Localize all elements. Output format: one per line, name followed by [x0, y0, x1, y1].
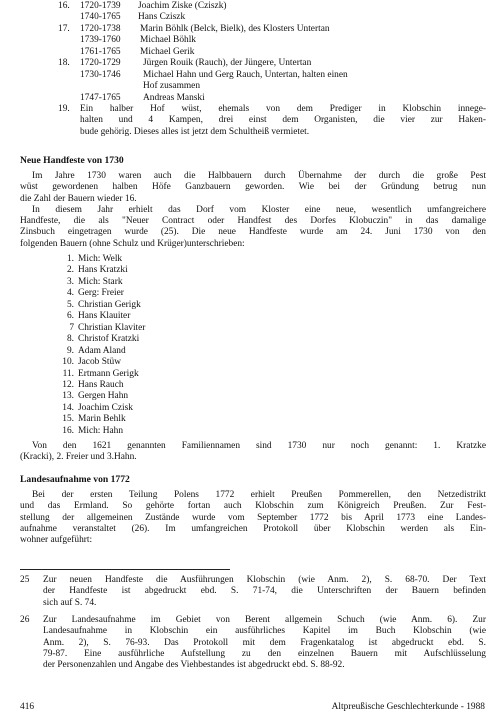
footnote-text [43, 615, 486, 671]
entry-years: 1740-1765 [80, 12, 121, 22]
text-line: In diesem Jahr erhielt das Dorf vom Kloster eine neue, wesentlich umfangreichere [32, 204, 486, 215]
farmer-name: Joachim Czisk [78, 402, 133, 413]
text-line: Ein halber Hof wüst, ehemals von dem Prediger in Klobschin innege- [80, 104, 486, 114]
entry-name: Joachim Ziske (Cziszk) [138, 1, 227, 11]
entry-name: Andreas Manski [143, 93, 205, 103]
page-number: 416 [20, 702, 35, 712]
text-line: (Kracki), 2. Freier und 3.Hahn. [20, 452, 137, 463]
entry-years: 1747-1765 [80, 93, 121, 103]
text-line: Handfeste, die als "Neuer Contract oder Handfest des Dorfes Klobuczin" in das damalige [20, 216, 486, 227]
farmer-name: Gerg: Freier [78, 288, 124, 299]
text-line: Von den 1621 genannten Familiennamen sind 1730 nur noch genannt: 1. Kratzke [32, 441, 486, 451]
text-line: wüst gewordenen halben Höfe Ganzbauern geworden. Wie bei der Gründung betrug nun [20, 182, 486, 193]
text-line: aufnahme veranstaltet (26). Im umfangreichen Protokoll über Klobschin werden als Ein- [20, 523, 486, 534]
entry-text [80, 104, 486, 138]
text-line: 79-87. Eine ausführliche Aufstellung zu den einzelnen Bauern mit Aufschlüsselung [43, 648, 486, 659]
section-heading: Neue Handfeste von 1730 [20, 155, 124, 166]
entry-years: 1720-1739 [80, 1, 121, 11]
entry-name: Michael Hahn und Gerg Rauch, Untertan, halten einen [143, 70, 348, 80]
entry-years: 1739-1760 [80, 35, 121, 45]
entry-name: Michael Böhlk [140, 35, 196, 45]
section-heading: Landesaufnahme von 1772 [20, 474, 130, 485]
farmer-number: 14. [62, 402, 74, 413]
text-line: und das Ermland. So gehörte fortan auch Klobschin zum Königreich Preußen. Zur Fest- [20, 501, 486, 512]
paragraph [20, 441, 486, 464]
entry-name: Michael Gerik [140, 47, 195, 57]
farmer-number: 11. [62, 368, 74, 379]
farmer-number: 3. [66, 276, 74, 287]
text-line: die Zahl der Bauern wieder 16. [20, 193, 137, 204]
text-line: folgenden Bauern (ohne Schulz und Krüger)unterschrieben: [20, 238, 245, 249]
entry-years: 1730-1746 [80, 70, 121, 80]
entry-number: 17. [58, 24, 70, 34]
farmer-number: 8. [66, 334, 74, 345]
text-line: Zinsbuch eingetragen wurde (25). Die neue Handfeste wurde am 24. Juni 1730 von den [20, 227, 486, 238]
farmer-name: Marin Behlk [78, 414, 126, 425]
farmer-number: 10. [62, 357, 74, 368]
farmer-name: Hans Kratzki [78, 265, 128, 276]
farmer-name: Adam Aland [78, 345, 126, 356]
farmer-name: Christof Kratzki [78, 334, 140, 345]
entry-number: 18. [58, 58, 70, 68]
farmer-number: 2. [66, 265, 74, 276]
farmer-number: 4. [66, 288, 74, 299]
entry-name: Jürgen Rouik (Rauch), der Jüngere, Untertan [143, 58, 312, 68]
entry-name: Hans Cziszk [138, 12, 186, 22]
farmer-name: Hans Rauch [78, 379, 124, 390]
footnote-separator [20, 569, 230, 570]
farmer-name: Hans Klauiter [78, 311, 131, 322]
entry-name: Marin Böhlk (Belck, Bielk), des Klosters Untertan [140, 24, 330, 34]
footnote-number: 25 [20, 575, 30, 585]
entry-number: 19. [58, 104, 70, 114]
farmer-name: Gergen Hahn [78, 391, 129, 402]
entry-years: 1761-1765 [80, 47, 121, 57]
text-line: stellung der allgemeinen Zustände wurde vom September 1772 bis April 1773 eine Landes- [20, 512, 486, 523]
farmer-number: 1. [66, 254, 74, 264]
farmer-name: Mich: Welk [78, 254, 123, 264]
text-line: der Handfeste ist abgedruckt ebd. S. 71-74, die Unterschriften der Bauern befinden [43, 586, 486, 597]
text-line: Zur Landesaufnahme im Gebiet von Berent allgemein Schuch (wie Anm. 6). Zur [43, 615, 486, 625]
text-line: Im Jahre 1730 waren auch die Halbbauern durch Übernahme der durch die große Pest [32, 171, 486, 181]
entry-years: 1720-1738 [80, 24, 121, 34]
text-line: halten und 4 Kampen, drei einst dem Organisten, die vier zur Haken- [80, 115, 486, 126]
text-line: Zur neuen Handfeste die Ausführungen Klobschin (wie Anm. 2), S. 68-70. Der Text [43, 575, 486, 585]
farmer-number: 6. [66, 311, 74, 322]
text-line: der Personenzahlen und Angabe des Viehbestandes ist abgedruckt ebd. S. 88-92. [43, 660, 345, 671]
text-line: bude gehörig. Dieses alles ist jetzt dem Schultheiß vermietet. [80, 126, 310, 137]
farmer-number: 9. [66, 345, 74, 356]
entry-number: 16. [58, 1, 70, 11]
text-line: Anm. 2), S. 76-93. Das Protokoll mit dem Fragenkatalog ist abgedruckt ebd. S. [43, 637, 486, 648]
farmer-number: 15. [62, 414, 74, 425]
paragraph [20, 490, 486, 546]
farmer-name: Christian Gerigk [78, 299, 141, 310]
farmer-name: Ertmann Gerigk [78, 368, 139, 379]
farmer-number: 12. [62, 379, 74, 390]
farmer-name: Christian Klaviter [78, 322, 146, 333]
entry-years: 1720-1729 [80, 58, 121, 68]
text-line: wohner aufgeführt: [20, 535, 93, 546]
journal-title: Altpreußische Geschlechterkunde - 1988 [331, 702, 485, 712]
farmer-number: 5. [66, 299, 74, 310]
paragraph [20, 171, 486, 250]
farmer-name: Mich: Stark [78, 276, 123, 287]
farmer-number: 7 [69, 322, 74, 333]
farmer-name: Mich: Hahn [78, 425, 124, 436]
entry-name: Hof zusammen [143, 81, 201, 91]
footnote-number: 26 [20, 615, 30, 625]
farmer-name: Jacob Stüw [78, 357, 121, 368]
text-line: Landesaufnahme in Klobschin ein ausführliches Kapitel im Buch Klobschin (wie [43, 626, 486, 637]
footnote-text [43, 575, 486, 609]
farmer-number: 16. [62, 425, 74, 436]
text-line: Bei der ersten Teilung Polens 1772 erhielt Preußen Pommerellen, den Netzedistrikt [32, 490, 486, 500]
text-line: sich auf S. 74. [43, 597, 97, 608]
farmer-number: 13. [62, 391, 74, 402]
